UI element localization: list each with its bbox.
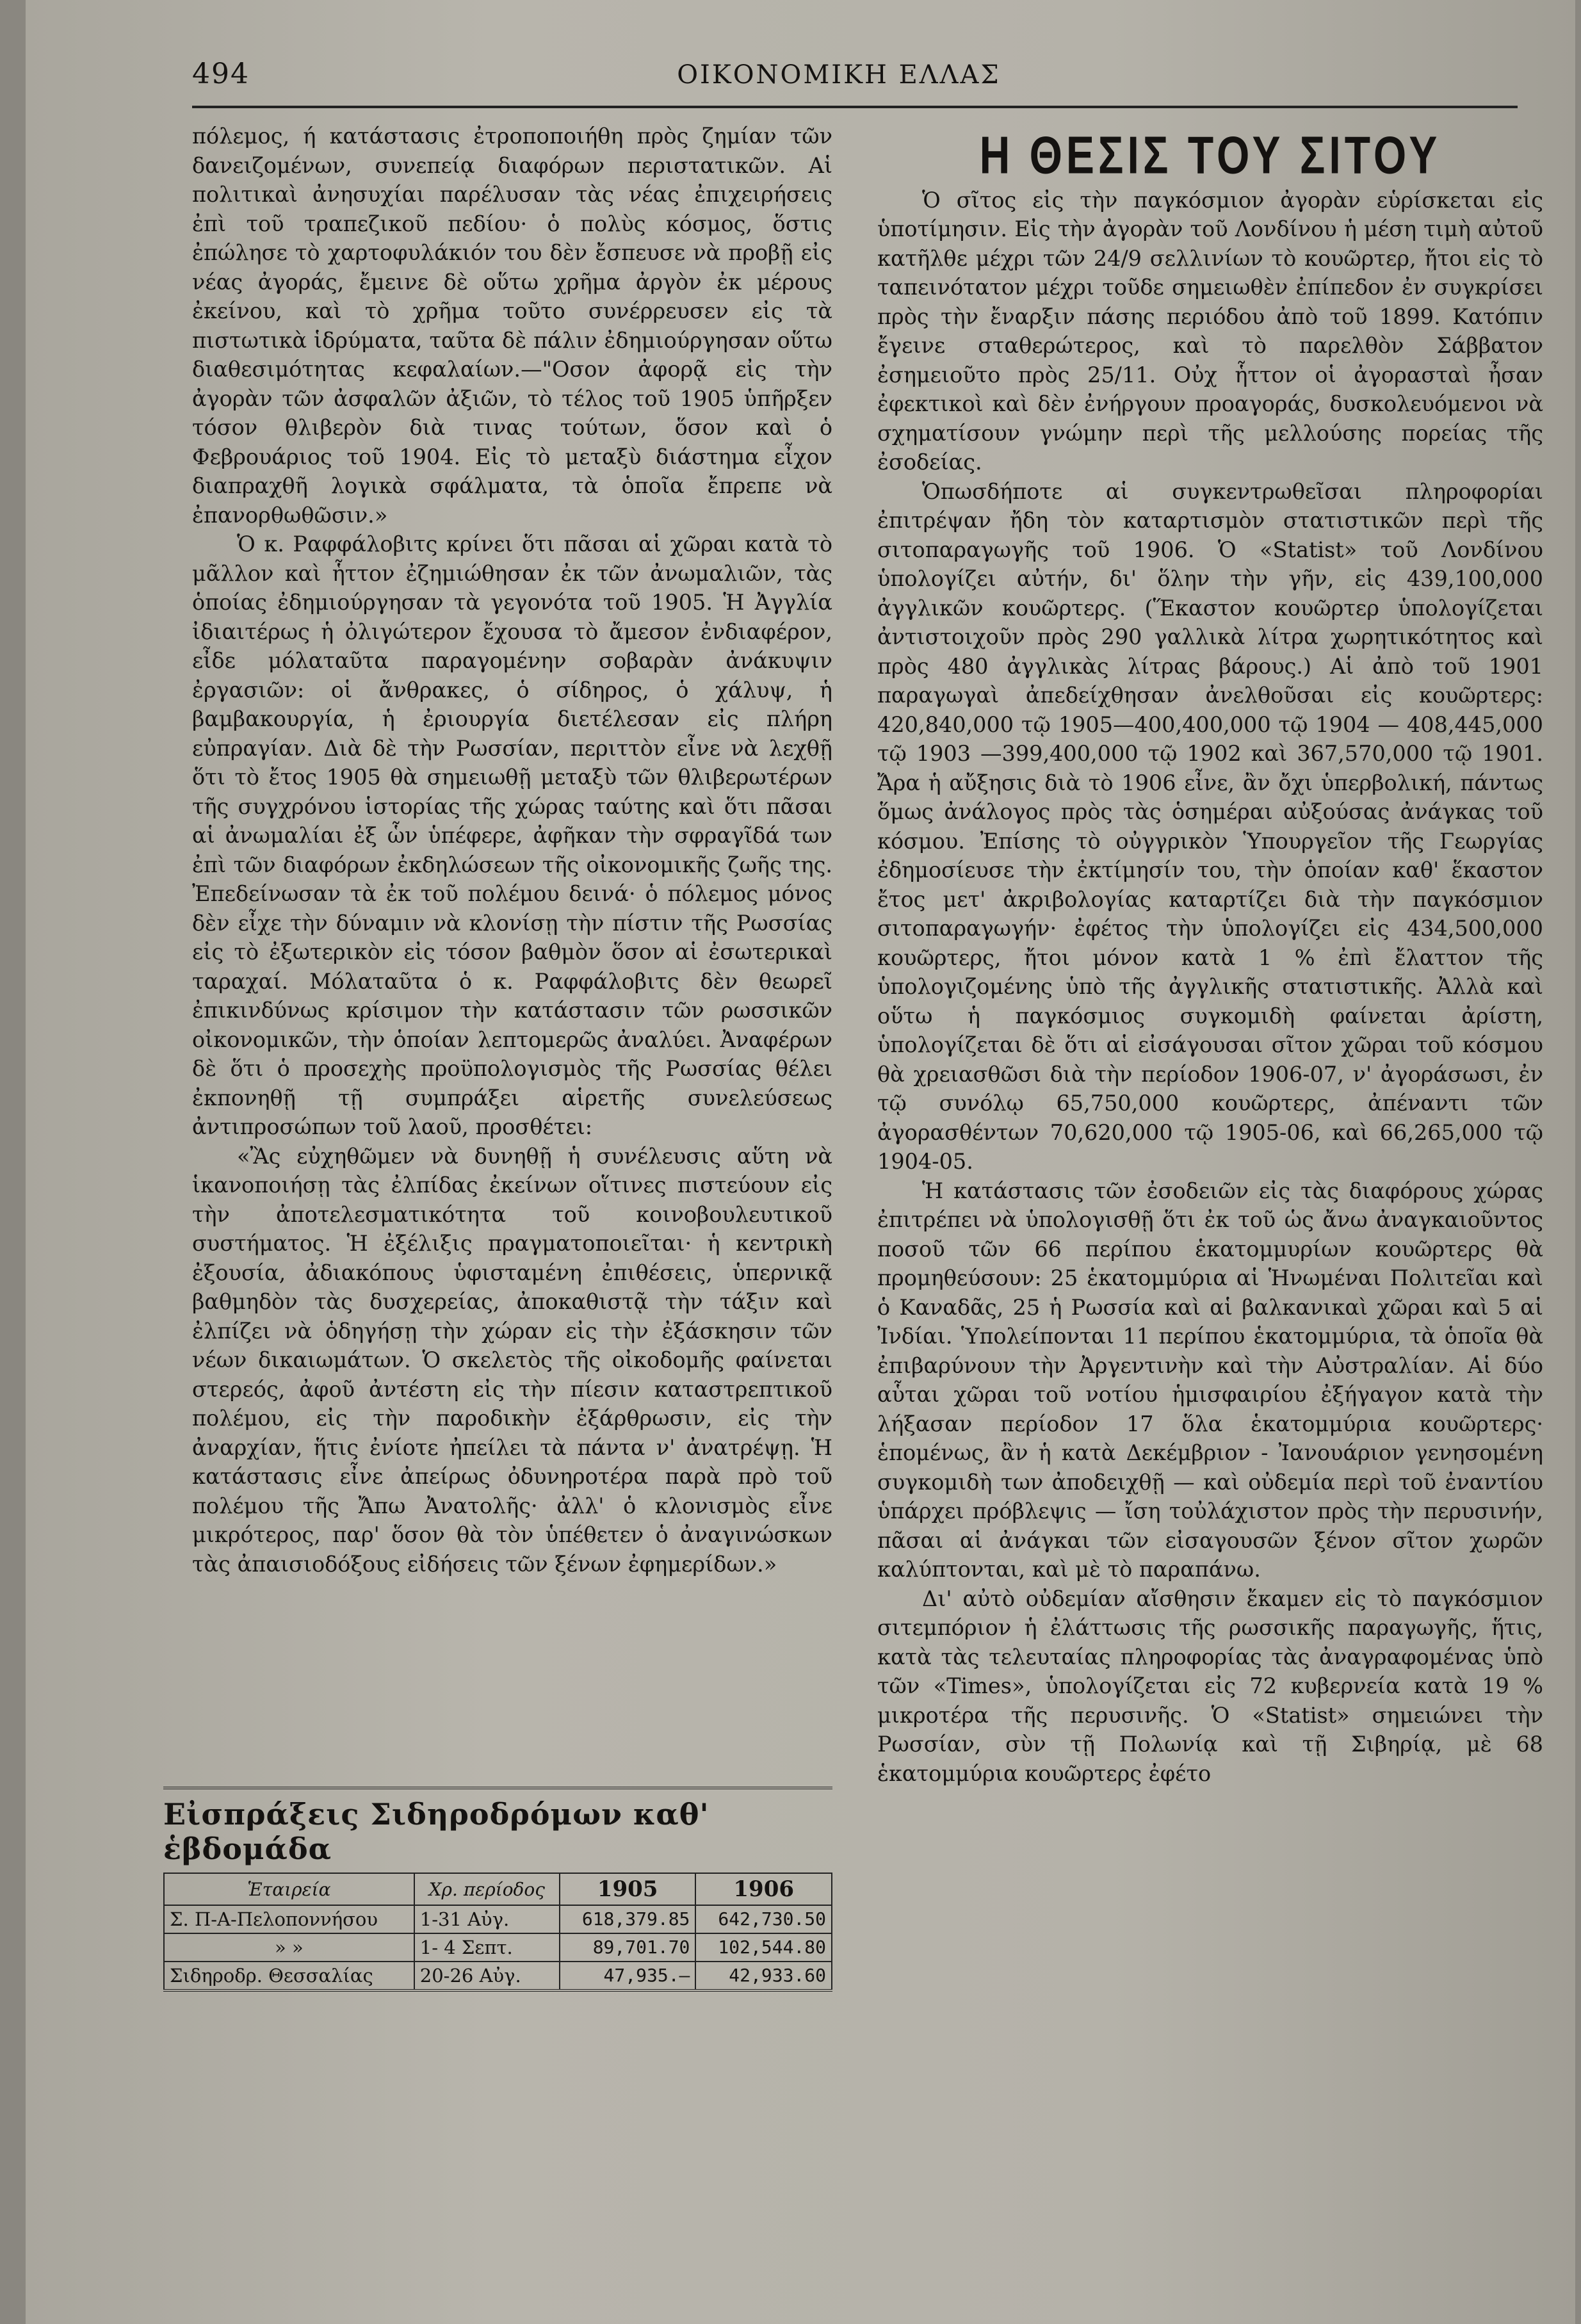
left-column: [192, 122, 832, 1579]
table-row: [164, 1962, 832, 1990]
right-paragraph-3: Ἡ κατάστασις τῶν ἐσοδειῶν εἰς τὰς διαφόρους χώρας ἐπιτρέπει νὰ ὑπολογισθῇ ὅτι ἐκ τοῦ ὡς ἄνω ἀναγκαιοῦντος ποσοῦ τῶν 66 περίπου ἑκατομμυρίων κουῶρτερς θὰ προμηθεύσουν: 25 ἑκατομμύρια αἱ Ἡνωμέναι Πολιτεῖαι καὶ ὁ Καναδᾶς, 25 ἡ Ρωσσία καὶ αἱ βαλκανικαὶ χῶραι καὶ 5 αἱ Ἰνδίαι. Ὑπολείπονται 11 περίπου ἑκατομμύρια, τὰ ὁποῖα θὰ ἐπιβαρύνουν τὴν Ἀργεντινὴν καὶ τὴν Αὐστραλίαν. Αἱ δύο αὗται χῶραι τοῦ νοτίου ἡμισφαιρίου ἐξήγαγον κατὰ τὴν λήξασαν περίοδον 17 ὅλα ἑκατομμύρια κουῶρτερς· ἑπομένως, ἂν ἡ κατὰ Δεκέμβριον - Ἰανουάριον γενησομένη συγκομιδὴ των ἀποδειχθῇ — καὶ οὐδεμία περὶ τοῦ ἐναντίου ὑπάρχει πρόβλεψις — ἴση τοὐλάχιστον πρὸς τὴν περυσινήν, πᾶσαι αἱ ἀνάγκαι τῶν εἰσαγουσῶν ξένον σῖτον χωρῶν καλύπτονται, καὶ μὲ τὸ παραπάνω.: [877, 1178, 1543, 1582]
table-cell-1905: 89,701.70: [560, 1933, 696, 1962]
column-header-1906: 1906: [695, 1873, 832, 1905]
table-cell-1906: 42,933.60: [695, 1962, 832, 1990]
section-title: Η ΘΕΣΙΣ ΤΟΥ ΣΙΤΟΥ: [979, 125, 1441, 185]
page-header: [192, 45, 1486, 102]
table-cell-1905: 47,935.—: [560, 1962, 696, 1990]
left-paragraph-3: «Ἂς εὐχηθῶμεν νὰ δυνηθῇ ἡ συνέλευσις αὕτη νὰ ἱκανοποιήσῃ τὰς ἐλπίδας ἐκείνων οἵτινες πιστεύουν εἰς τὴν ἀποτελεσματικότητα τοῦ κοινοβουλευτικοῦ συστήματος. Ἡ ἐξέλιξις πραγματοποιεῖται· ἡ κεντρικὴ ἐξουσία, ἀδιακόπους ὑφισταμένη ἐπιθέσεις, ὑπερνικᾷ βαθμηδὸν τὰς δυσχερείας, ἀποκαθιστᾷ τὴν τάξιν καὶ ἐλπίζει νὰ ὁδηγήσῃ τὴν χώραν εἰς τὴν ἐξάσκησιν τῶν νέων δικαιωμάτων. Ὁ σκελετὸς τῆς οἰκοδομῆς φαίνεται στερεός, ἀφοῦ ἀντέστη εἰς τὴν πίεσιν καταστρεπτικοῦ πολέμου, εἰς τὴν παροδικὴν ἐξάρθρωσιν, εἰς τὴν ἀναρχίαν, ἥτις ἐνίοτε ἠπείλει τὰ πάντα ν' ἀνατρέψῃ. Ἡ κατάστασις εἶνε ἀπείρως ὀδυνηροτέρα παρὰ πρὸ τοῦ πολέμου τῆς Ἄπω Ἀνατολῆς· ἀλλ' ὁ κλονισμὸς εἶνε μικρότερος, παρ' ὅσον θὰ τὸν ὑπέθετεν ὁ ἀναγινώσκων τὰς ἀπαισιοδόξους εἰδήσεις τῶν ξένων ἐφημερίδων.»: [192, 1143, 832, 1577]
scanned-page: [26, 0, 1575, 2324]
right-paragraph-4: Δι' αὐτὸ οὐδεμίαν αἴσθησιν ἔκαμεν εἰς τὸ παγκόσμιον σιτεμπόριον ἡ ἐλάττωσις τῆς ρωσσικῆς παραγωγῆς, ἥτις, κατὰ τὰς τελευταίας πληροφορίας τὰς ἀναγραφομένας ὑπὸ τῶν «Times», ὑπολογίζεται εἰς 72 κυβερνεία κατὰ 19 % μικροτέρα τῆς περυσινῆς. Ὁ «Statist» σημειώνει τὴν Ρωσσίαν, σὺν τῇ Πολωνίᾳ καὶ τῇ Σιβηρίᾳ, μὲ 68 ἑκατομμύρια κουῶρτερς ἐφέτο: [877, 1586, 1543, 1786]
table-cell-period: 20-26 Αὐγ.: [414, 1962, 560, 1990]
column-header-1905: 1905: [560, 1873, 696, 1905]
table-cell-company: Σιδηροδρ. Θεσσαλίας: [164, 1962, 414, 1990]
table-cell-1905: 618,379.85: [560, 1905, 696, 1933]
running-title: ΟΙΚΟΝΟΜΙΚΗ ΕΛΛΑΣ: [677, 60, 1001, 90]
left-paragraph-1: πόλεμος, ή κατάστασις ἐτροποποιήθη πρὸς ζημίαν τῶν δανειζομένων, συνεπείᾳ διαφόρων περιστατικῶν. Αἱ πολιτικαὶ ἀνησυχίαι παρέλυσαν τὰς νέας ἐπιχειρήσεις ἐπὶ τοῦ τραπεζικοῦ πεδίου· ὁ πολὺς κόσμος, ὅστις ἐπώλησε τὸ χαρτοφυλάκιόν του δὲν ἔσπευσε νὰ προβῇ εἰς νέας ἀγοράς, ἔμεινε δὲ οὕτω χρῆμα ἀργὸν ἐκ μέρους ἐκείνου, καὶ τὸ χρῆμα τοῦτο συνέρρευσεν εἰς τὰ πιστωτικὰ ἱδρύματα, ταῦτα δὲ πάλιν ἐδημιούργησαν οὕτω διαθεσιμότητας κεφαλαίων.—"Οσον ἀφορᾷ εἰς τὴν ἀγορὰν τῶν ἀσφαλῶν ἀξιῶν, τὸ τέλος τοῦ 1905 ὑπῆρξεν τόσον θλιβερὸν διὰ τινας τούτων, ὅσον καὶ ὁ Φεβρουάριος τοῦ 1904. Εἰς τὸ μεταξὺ διάστημα εἶχον διαπραχθῆ λογικὰ σφάλματα, τὰ ὁποῖα ἔπρεπε νὰ ἐπανορθωθῶσιν.»: [192, 124, 832, 528]
table-header-row: [164, 1873, 832, 1905]
railway-receipts-table-block: [163, 1787, 832, 1992]
table-cell-company: Σ. Π-Α-Πελοποννήσου: [164, 1905, 414, 1933]
column-header-period: Χρ. περίοδος: [414, 1873, 560, 1905]
left-paragraph-2: Ὁ κ. Ραφφάλοβιτς κρίνει ὅτι πᾶσαι αἱ χῶραι κατὰ τὸ μᾶλλον καὶ ἧττον ἐζημιώθησαν ἐκ τῶν ἀνωμαλιῶν, τὰς ὁποίας ἐδημιούργησαν τὰ γεγονότα τοῦ 1905. Ἡ Ἀγγλία ἰδιαιτέρως ἡ ὀλιγώτερον ἔχουσα τὸ ἄμεσον ἐνδιαφέρον, εἶδε μόλαταῦτα παραγομένην σοβαρὰν ἀνάκυψιν ἐργασιῶν: οἱ ἄνθρακες, ὁ σίδηρος, ὁ χάλυψ, ἡ βαμβακουργία, ἡ ἐριουργία διετέλεσαν εἰς πλήρη εὐπραγίαν. Διὰ δὲ τὴν Ρωσσίαν, περιττὸν εἶνε νὰ λεχθῇ ὅτι τὸ ἔτος 1905 θὰ σημειωθῇ μεταξὺ τῶν θλιβερωτέρων τῆς συγχρόνου ἱστορίας τῆς χώρας ταύτης καὶ ὅτι πᾶσαι αἱ ἀνωμαλίαι ἐξ ὧν ὑπέφερε, ἀφῆκαν τὴν σφραγῖδά των ἐπὶ τῶν διαφόρων ἐκδηλώσεων τῆς οἰκονομικῆς ζωῆς της. Ἐπεδείνωσαν τὰ ἐκ τοῦ πολέμου δεινά· ὁ πόλεμος μόνος δὲν εἶχε τὴν δύναμιν νὰ κλονίσῃ τὴν πίστιν τῆς Ρωσσίας εἰς τὸ ἐξωτερικὸν εἰς τόσον βαθμὸν ὅσον αἱ ἐσωτερικαὶ ταραχαί. Μόλαταῦτα ὁ κ. Ραφφάλοβιτς δὲν θεωρεῖ ἐπικινδύνως κρίσιμον τὴν κατάστασιν τῶν ρωσσικῶν οἰκονομικῶν, τὴν ὁποίαν λεπτομερῶς ἀναλύει. Ἀναφέρων δὲ ὅτι ὁ προσεχὴς προϋπολογισμὸς τῆς Ρωσσίας θέλει ἐκπονηθῇ τῇ συμπράξει αἱρετῆς συνελεύσεως ἀντιπροσώπων τοῦ λαοῦ, προσθέτει:: [192, 532, 832, 1139]
table-row: [164, 1905, 832, 1933]
right-paragraph-1: Ὁ σῖτος εἰς τὴν παγκόσμιον ἀγορὰν εὑρίσκεται εἰς ὑποτίμησιν. Εἰς τὴν ἀγορὰν τοῦ Λονδίνου ἡ μέση τιμὴ αὐτοῦ κατῆλθε μέχρι τῶν 24/9 σελλινίων τὸ κουῶρτερ, ἤτοι εἰς τὸ ταπεινότατον μέχρι τοῦδε σημειωθὲν ἐπίπεδον ἐν συγκρίσει πρὸς τὴν ἔναρξιν πάσης περιόδου ἀπὸ τοῦ 1899. Κατόπιν ἔγεινε σταθερώτερος, καὶ τὸ παρελθὸν Σάββατον ἐσημειοῦτο πρὸς 25/11. Οὐχ ἧττον οἱ ἀγορασταὶ ἦσαν ἐφεκτικοὶ καὶ δὲν ἐνήργουν προαγοράς, δυσκολευόμενοι νὰ σχηματίσουν γνώμην περὶ τῆς μελλούσης πορείας τῆς ἐσοδείας.: [877, 187, 1543, 475]
railway-receipts-table: [163, 1873, 832, 1992]
page-number: 494: [192, 58, 250, 90]
header-rule: [192, 106, 1518, 108]
table-cell-company: » »: [164, 1933, 414, 1962]
table-cell-1906: 102,544.80: [695, 1933, 832, 1962]
table-cell-1906: 642,730.50: [695, 1905, 832, 1933]
right-paragraph-2: Ὁπωσδήποτε αἱ συγκεντρωθεῖσαι πληροφορίαι ἐπιτρέψαν ἤδη τὸν καταρτισμὸν στατιστικῶν περὶ τῆς σιτοπαραγωγῆς τοῦ 1906. Ὁ «Statist» τοῦ Λονδίνου ὑπολογίζει αὐτήν, δι' ὅλην τὴν γῆν, εἰς 439,100,000 ἀγγλικῶν κουῶρτερς. (Ἕκαστον κουῶρτερ ὑπολογίζεται ἀντιστοιχοῦν πρὸς 290 γαλλικὰ λίτρα χωρητικότητος καὶ πρὸς 480 ἀγγλικὰς λίτρας βάρους.) Αἱ ἀπὸ τοῦ 1901 παραγωγαὶ ἀπεδείχθησαν ἀνελθοῦσαι εἰς κουῶρτερς: 420,840,000 τῷ 1905—400,400,000 τῷ 1904 — 408,445,000 τῷ 1903 —399,400,000 τῷ 1902 καὶ 367,570,000 τῷ 1901. Ἄρα ἡ αὔξησις διὰ τὸ 1906 εἶνε, ἂν ὄχι ὑπερβολική, πάντως ὅμως ἀνάλογος πρὸς τὰς ὁσημέραι αὐξούσας ἀνάγκας τοῦ κόσμου. Ἐπίσης τὸ οὐγγρικὸν Ὑπουργεῖον τῆς Γεωργίας ἐδημοσίευσε τὴν ἐκτίμησίν του, τὴν ὁποίαν καθ' ἕκαστον ἔτος μετ' ἀκριβολογίας καταρτίζει διὰ τὴν παγκόσμιον σιτοπαραγωγήν· ἐφέτος τὴν ὑπολογίζει εἰς 434,500,000 κουῶρτερς, ἤτοι μόνον κατὰ 1 % ἐπὶ ἔλαττον τῆς ὑπολογιζομένης ὑπὸ τῆς ἀγγλικῆς στατιστικῆς. Ἀλλὰ καὶ οὕτω ἡ παγκόσμιος συγκομιδὴ φαίνεται ἀρίστη, ὑπολογίζεται δὲ ὅτι αἱ εἰσάγουσαι σῖτον χῶραι τοῦ κόσμου θὰ χρειασθῶσι διὰ τὴν περίοδον 1906-07, ν' ἀγοράσωσι, ἐν τῷ συνόλῳ 65,750,000 κουῶρτερς, ἀπέναντι τῶν ἀγορασθέντων 70,620,000 τῷ 1905-06, καὶ 66,265,000 τῷ 1904-05.: [877, 478, 1543, 1174]
right-column: [877, 125, 1543, 1788]
table-cell-period: 1-31 Αὐγ.: [414, 1905, 560, 1933]
table-cell-period: 1- 4 Σεπτ.: [414, 1933, 560, 1962]
railway-table-title: Εἰσπράξεις Σιδηροδρόμων καθ' ἑβδομάδα: [163, 1787, 832, 1866]
table-row: [164, 1933, 832, 1962]
column-header-company: Ἑταιρεία: [164, 1873, 414, 1905]
